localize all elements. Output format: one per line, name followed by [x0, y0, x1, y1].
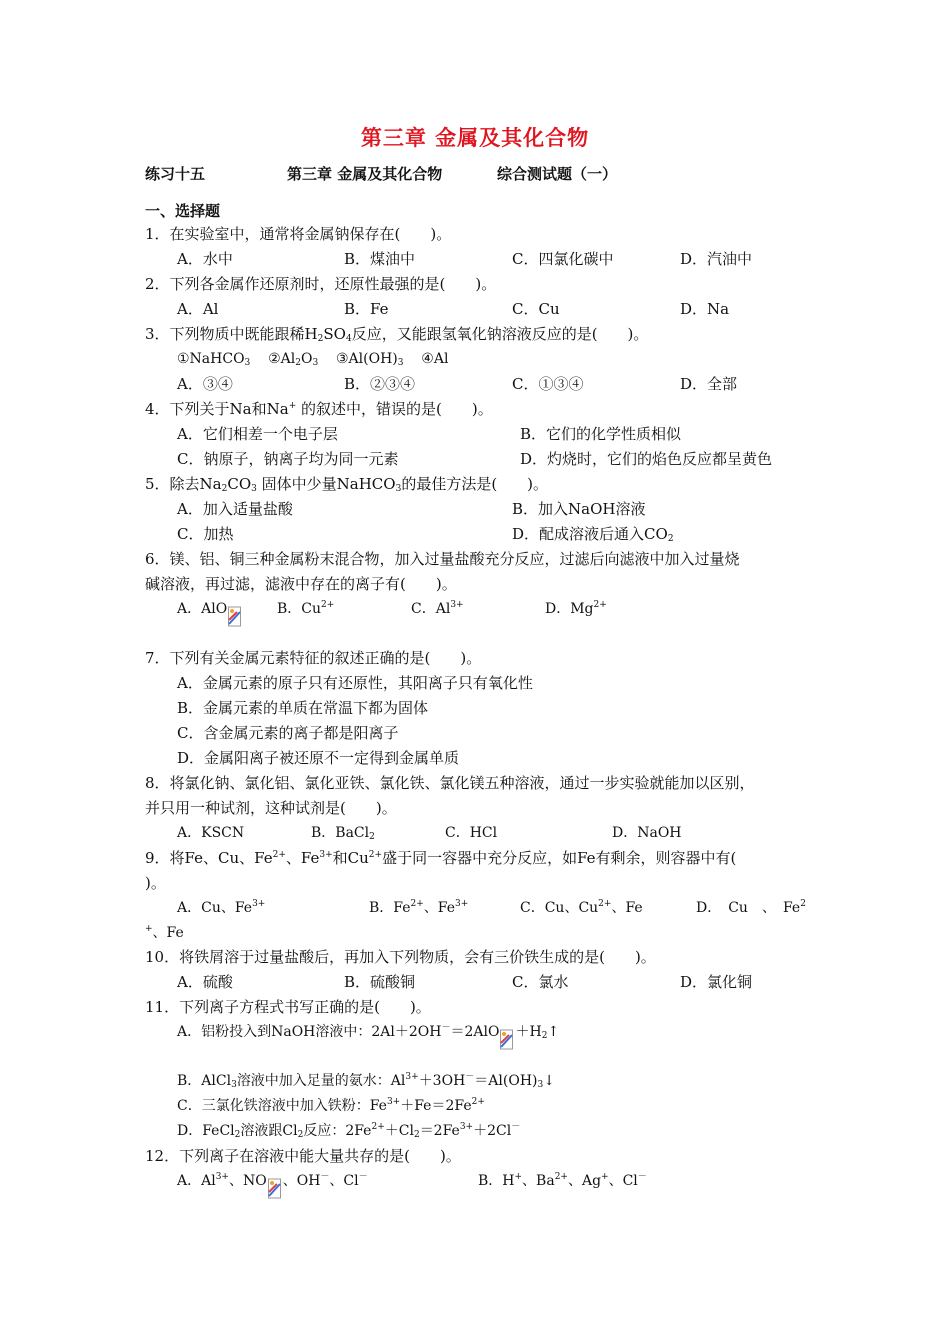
q6-option-a: A．AlO: [177, 600, 243, 627]
question-4: 4．下列关于Na和Na+ 的叙述中，错误的是( )。: [145, 400, 493, 418]
q4-option-a: A．它们相差一个电子层: [177, 425, 338, 443]
q9-option-b: B．$Fe^{2+}$、$Fe^{3+}$: [369, 899, 469, 916]
q9-option-a: A．Cu、$Fe^{3+}$: [177, 899, 266, 916]
question-12: 12．下列离子在溶液中能大量共存的是( )。: [145, 1147, 461, 1165]
question-8-line-2: 并只用一种试剂，这种试剂是( )。: [145, 799, 397, 817]
q1-option-c: C．四氯化碳中: [512, 250, 614, 268]
q9-option-d: D． Cu 、 Fe$^2$: [696, 899, 806, 916]
section-heading: 一、选择题: [145, 202, 221, 220]
q8-option-d: D．NaOH: [612, 825, 682, 841]
q6-option-b: B．$Cu^{2+}$: [277, 600, 335, 617]
page-title: 第三章 金属及其化合物: [360, 126, 590, 150]
question-10: 10．将铁屑溶于过量盐酸后，再加入下列物质，会有三价铁生成的是( )。: [145, 948, 656, 966]
q5-option-b: B．加入NaOH溶液: [512, 500, 646, 518]
q12-option-b: B．H+、$Ba^{2+}$、Ag+、Cl－: [478, 1172, 647, 1189]
q7-option-d: D．金属阳离子被还原不一定得到金属单质: [177, 749, 460, 767]
q7-option-b: B．金属元素的单质在常温下都为固体: [177, 699, 429, 717]
exercise-label: 练习十五: [145, 165, 206, 183]
question-9-line-2: )。: [145, 874, 166, 892]
q7-option-a: A．金属元素的原子只有还原性，其阳离子只有氧化性: [177, 674, 533, 692]
q8-option-c: C．HCl: [445, 825, 498, 841]
q10-option-b: B．硫酸铜: [344, 973, 416, 991]
q11-option-b: B．AlCl$_3$溶液中加入足量的氨水：$Al^{3+}+3OH^-=Al(OH)_3↓$: [177, 1072, 555, 1090]
question-11: 11．下列离子方程式书写正确的是( )。: [145, 998, 431, 1016]
q9-option-d-cont: +、Fe: [145, 924, 184, 941]
chapter-label: 第三章 金属及其化合物: [287, 165, 443, 183]
q2-option-c: C．Cu: [512, 300, 560, 318]
q6-option-c: C．$Al^{3+}$: [411, 600, 464, 617]
q3-option-c: C．①③④: [512, 375, 584, 393]
q10-option-d: D．氯化铜: [680, 973, 753, 991]
q11-option-c: C．三氯化铁溶液中加入铁粉：$Fe^{3+}+Fe=2Fe^{2+}$: [177, 1097, 485, 1114]
q5-option-c: C．加热: [177, 525, 234, 543]
q3-items: ①NaHCO$_3$ $②Al_2O_3$ $③Al(OH)_3$ ④Al: [177, 351, 449, 368]
q8-option-a: A．KSCN: [177, 825, 245, 841]
question-1: 1．在实验室中，通常将金属钠保存在( )。: [145, 225, 452, 243]
q2-option-a: A．Al: [177, 300, 219, 318]
question-5: 5．除去$Na_2CO_3$ 固体中少量NaHCO$_3$的最佳方法是( )。: [145, 475, 549, 494]
broken-image-icon: [268, 1173, 282, 1199]
q5-option-a: A．加入适量盐酸: [177, 500, 293, 518]
q2-option-b: B．Fe: [344, 300, 389, 318]
question-9-line-1: 9．将Fe、Cu、$Fe^{2+}$、$Fe^{3+}$和$Cu^{2+}$盛于同一容器中充分反应，如Fe有剩余，则容器中有(: [145, 849, 737, 867]
q4-option-c: C．钠原子，钠离子均为同一元素: [177, 450, 399, 468]
q11-option-a: A．铝粉投入到NaOH溶液中：2Al＋2OH－＝2AlO $+H_2↑$: [177, 1023, 559, 1050]
q7-option-c: C．含金属元素的离子都是阳离子: [177, 724, 399, 742]
q2-option-d: D．Na: [680, 300, 730, 318]
question-7: 7．下列有关金属元素特征的叙述正确的是( )。: [145, 649, 482, 667]
q3-option-d: D．全部: [680, 375, 738, 393]
q4-option-d: D．灼烧时，它们的焰色反应都呈黄色: [520, 450, 773, 468]
q1-option-b: B．煤油中: [344, 250, 416, 268]
q10-option-c: C．氯水: [512, 973, 569, 991]
q5-option-d: D．配成溶液后通入$CO_2$: [512, 525, 674, 544]
q12-option-a: A．$Al^{3+}$、NO 、OH－、Cl－: [177, 1172, 368, 1199]
question-6-line-2: 碱溶液，再过滤，滤液中存在的离子有( )。: [145, 575, 457, 593]
q9-option-c: C．Cu、$Cu^{2+}$、Fe: [520, 899, 643, 916]
q3-option-b: B．②③④: [344, 375, 416, 393]
q4-option-b: B．它们的化学性质相似: [520, 425, 682, 443]
q6-option-d: D．$Mg^{2+}$: [545, 600, 607, 617]
question-8-line-1: 8．将氯化钠、氯化铝、氯化亚铁、氯化铁、氯化镁五种溶液，通过一步实验就能加以区别，: [145, 774, 755, 792]
q10-option-a: A．硫酸: [177, 973, 233, 991]
test-label: 综合测试题（一）: [497, 165, 618, 183]
q1-option-d: D．汽油中: [680, 250, 753, 268]
q8-option-b: B．BaCl$_2$: [311, 825, 375, 842]
q11-option-d: D．FeCl$_2$溶液跟$Cl_2$反应：$2Fe^{2+}+Cl_2=2Fe^{3+}+2Cl^-$: [177, 1122, 521, 1140]
question-2: 2．下列各金属作还原剂时，还原性最强的是( )。: [145, 275, 497, 293]
q3-option-a: A．③④: [177, 375, 233, 393]
broken-image-icon: [500, 1024, 514, 1050]
q1-option-a: A．水中: [177, 250, 233, 268]
broken-image-icon: [228, 601, 242, 627]
question-3: 3．下列物质中既能跟稀$H_2SO_4$反应，又能跟氢氧化钠溶液反应的是( )。: [145, 325, 649, 344]
question-6-line-1: 6．镁、铝、铜三种金属粉末混合物，加入过量盐酸充分反应，过滤后向滤液中加入过量烧: [145, 550, 740, 568]
